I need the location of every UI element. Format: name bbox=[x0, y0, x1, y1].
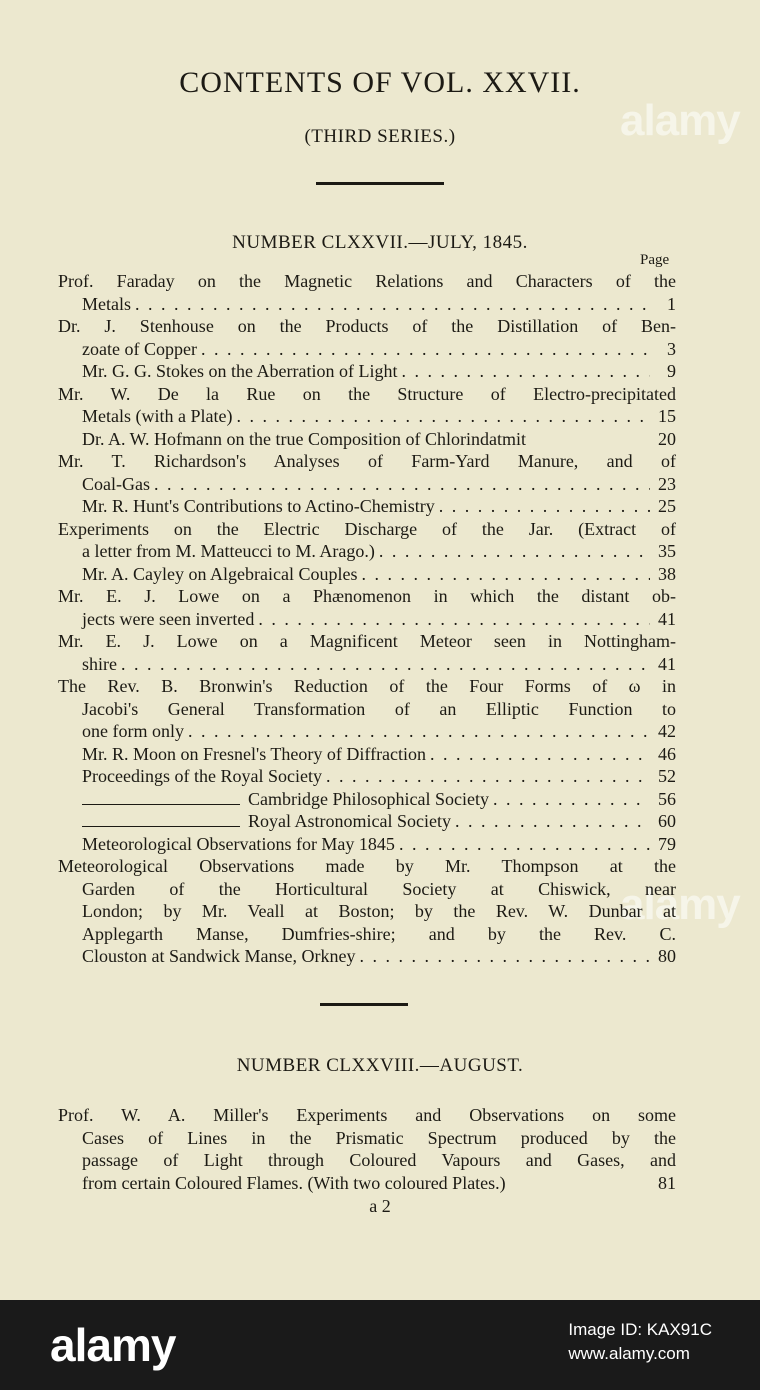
divider bbox=[316, 182, 444, 185]
page-number: 80 bbox=[658, 946, 676, 966]
page-number: 3 bbox=[667, 338, 676, 359]
dot-leader bbox=[121, 653, 650, 676]
dot-leader bbox=[399, 833, 650, 856]
entry-title-line: zoate of Copper bbox=[82, 338, 197, 359]
toc-entry bbox=[58, 765, 676, 788]
entry-title-line: Dr. J. Stenhouse on the Products of the Distillation of Ben- bbox=[58, 316, 676, 336]
entry-title-line: Dr. A. W. Hofmann on the true Composition of Chlorindatmit bbox=[82, 428, 526, 449]
toc-entry bbox=[58, 855, 676, 968]
dot-leader bbox=[154, 473, 650, 496]
entry-title-line: Cambridge Philosophical Society bbox=[248, 788, 489, 809]
entry-title-line: The Rev. B. Bronwin's Reduction of the Four Forms of ω in bbox=[58, 676, 676, 696]
entry-title-line: Proceedings of the Royal Society bbox=[82, 766, 322, 786]
toc-entry bbox=[58, 585, 676, 630]
dot-leader bbox=[236, 405, 650, 428]
section-heading: NUMBER CLXXVII.—JULY, 1845. bbox=[232, 232, 528, 253]
watermark: alamy bbox=[620, 96, 740, 145]
toc-entry bbox=[58, 1104, 676, 1194]
toc-entry bbox=[58, 675, 676, 743]
dot-leader bbox=[359, 945, 650, 968]
entry-title-line: Applegarth Manse, Dumfries-shire; and by the Rev. C. bbox=[82, 923, 676, 944]
image-meta bbox=[568, 1318, 712, 1366]
page-number: 42 bbox=[658, 721, 676, 741]
brand-logo: alamy bbox=[50, 1319, 176, 1371]
entry-title-line: Garden of the Horticultural Society at Chiswick, near bbox=[82, 878, 676, 899]
page-number: 79 bbox=[658, 833, 676, 854]
page-number: 15 bbox=[658, 406, 676, 426]
toc-entry bbox=[58, 383, 676, 428]
page-number: 1 bbox=[667, 293, 676, 314]
ditto-rule bbox=[82, 804, 240, 805]
dot-leader bbox=[439, 495, 650, 518]
toc-entry bbox=[58, 315, 676, 360]
entry-title-line: from certain Coloured Flames. (With two coloured Plates.) bbox=[82, 1172, 506, 1193]
entry-title-line: Mr. T. Richardson's Analyses of Farm-Yard Manure, and of bbox=[58, 451, 676, 471]
dot-leader bbox=[379, 540, 650, 563]
dot-leader bbox=[401, 360, 650, 383]
dot-leader bbox=[493, 788, 650, 811]
entry-title-line: London; by Mr. Veall at Boston; by the Rev. W. Dunbar at bbox=[82, 901, 676, 921]
toc-entry bbox=[58, 428, 676, 451]
entry-title-line: jects were seen inverted bbox=[82, 608, 255, 629]
entry-title-line: Royal Astronomical Society bbox=[248, 811, 451, 831]
entry-title-line: Prof. Faraday on the Magnetic Relations and Characters of the bbox=[58, 271, 676, 291]
page-number: 25 bbox=[658, 496, 676, 516]
entry-title-line: Cases of Lines in the Prismatic Spectrum produced by the bbox=[82, 1127, 676, 1148]
page-title: CONTENTS OF VOL. XXVII. bbox=[179, 66, 581, 99]
toc-entry bbox=[58, 833, 676, 856]
entry-title-line: a letter from M. Matteucci to M. Arago.) bbox=[82, 541, 375, 561]
toc-entry bbox=[58, 518, 676, 563]
page-number: 35 bbox=[658, 541, 676, 561]
dot-leader bbox=[201, 338, 650, 361]
page-subtitle: (THIRD SERIES.) bbox=[304, 126, 456, 147]
page-number: 41 bbox=[658, 653, 676, 674]
ditto-rule bbox=[82, 826, 240, 827]
page-number: 52 bbox=[658, 766, 676, 786]
entry-title-line: Clouston at Sandwick Manse, Orkney bbox=[82, 946, 356, 966]
entry-title-line: Mr. E. J. Lowe on a Phænomenon in which the distant ob- bbox=[58, 586, 676, 606]
entry-title-line: Prof. W. A. Miller's Experiments and Observations on some bbox=[58, 1105, 676, 1125]
page-number: 56 bbox=[658, 788, 676, 809]
dot-leader bbox=[455, 810, 650, 833]
entry-title-line: Coal-Gas bbox=[82, 473, 150, 494]
dot-leader bbox=[326, 765, 650, 788]
page-column-label: Page bbox=[640, 252, 670, 268]
entry-title-line: Metals (with a Plate) bbox=[82, 406, 233, 426]
signature-mark: a 2 bbox=[369, 1196, 391, 1216]
toc-entry bbox=[58, 270, 676, 315]
entry-title-line: Meteorological Observations made by Mr. Thompson at the bbox=[58, 856, 676, 876]
site-url: www.alamy.com bbox=[568, 1344, 690, 1363]
toc-entry bbox=[58, 788, 676, 811]
entry-title-line: one form only bbox=[82, 721, 184, 741]
entry-title-line: Mr. E. J. Lowe on a Magnificent Meteor seen in Nottingham- bbox=[58, 631, 676, 651]
page-number: 46 bbox=[658, 743, 676, 764]
page-number: 60 bbox=[658, 811, 676, 831]
toc-entry bbox=[58, 563, 676, 586]
section-heading: NUMBER CLXXVIII.—AUGUST. bbox=[236, 1055, 524, 1076]
toc-entry bbox=[58, 450, 676, 495]
watermark: alamy bbox=[620, 880, 740, 929]
contents-list bbox=[58, 270, 676, 968]
dot-leader bbox=[258, 608, 650, 631]
entry-title-line: Jacobi's General Transformation of an Elliptic Function to bbox=[82, 698, 676, 719]
toc-entry bbox=[58, 810, 676, 833]
toc-entry bbox=[58, 743, 676, 766]
page-number: 23 bbox=[658, 473, 676, 494]
toc-entry bbox=[58, 360, 676, 383]
dot-leader bbox=[430, 743, 650, 766]
entry-title-line: Mr. R. Moon on Fresnel's Theory of Diffraction bbox=[82, 743, 427, 764]
entry-title-line: shire bbox=[82, 653, 117, 674]
entry-title-line: Mr. W. De la Rue on the Structure of Electro-precipitated bbox=[58, 383, 676, 404]
entry-title-line: Mr. A. Cayley on Algebraical Couples bbox=[82, 563, 358, 584]
toc-entry bbox=[58, 630, 676, 675]
divider bbox=[320, 1003, 408, 1006]
dot-leader bbox=[361, 563, 650, 586]
page-number: 41 bbox=[658, 608, 676, 629]
entry-title-line: Mr. G. G. Stokes on the Aberration of Light bbox=[82, 361, 398, 381]
entry-title-line: Experiments on the Electric Discharge of the Jar. (Extract of bbox=[58, 518, 676, 539]
toc-entry bbox=[58, 495, 676, 518]
entry-title-line: Meteorological Observations for May 1845 bbox=[82, 833, 395, 854]
image-id: Image ID: KAX91C bbox=[568, 1320, 712, 1339]
dot-leader bbox=[135, 293, 650, 316]
contents-list bbox=[58, 1104, 676, 1194]
entry-title-line: Metals bbox=[82, 293, 131, 314]
entry-title-line: Mr. R. Hunt's Contributions to Actino-Chemistry bbox=[82, 496, 435, 516]
page-number: 38 bbox=[658, 563, 676, 584]
entry-title-line: passage of Light through Coloured Vapours and Gases, and bbox=[82, 1150, 676, 1170]
dot-leader bbox=[188, 720, 650, 743]
page-number: 9 bbox=[667, 361, 676, 381]
page-number: 81 bbox=[658, 1172, 676, 1193]
page-number: 20 bbox=[658, 428, 676, 449]
